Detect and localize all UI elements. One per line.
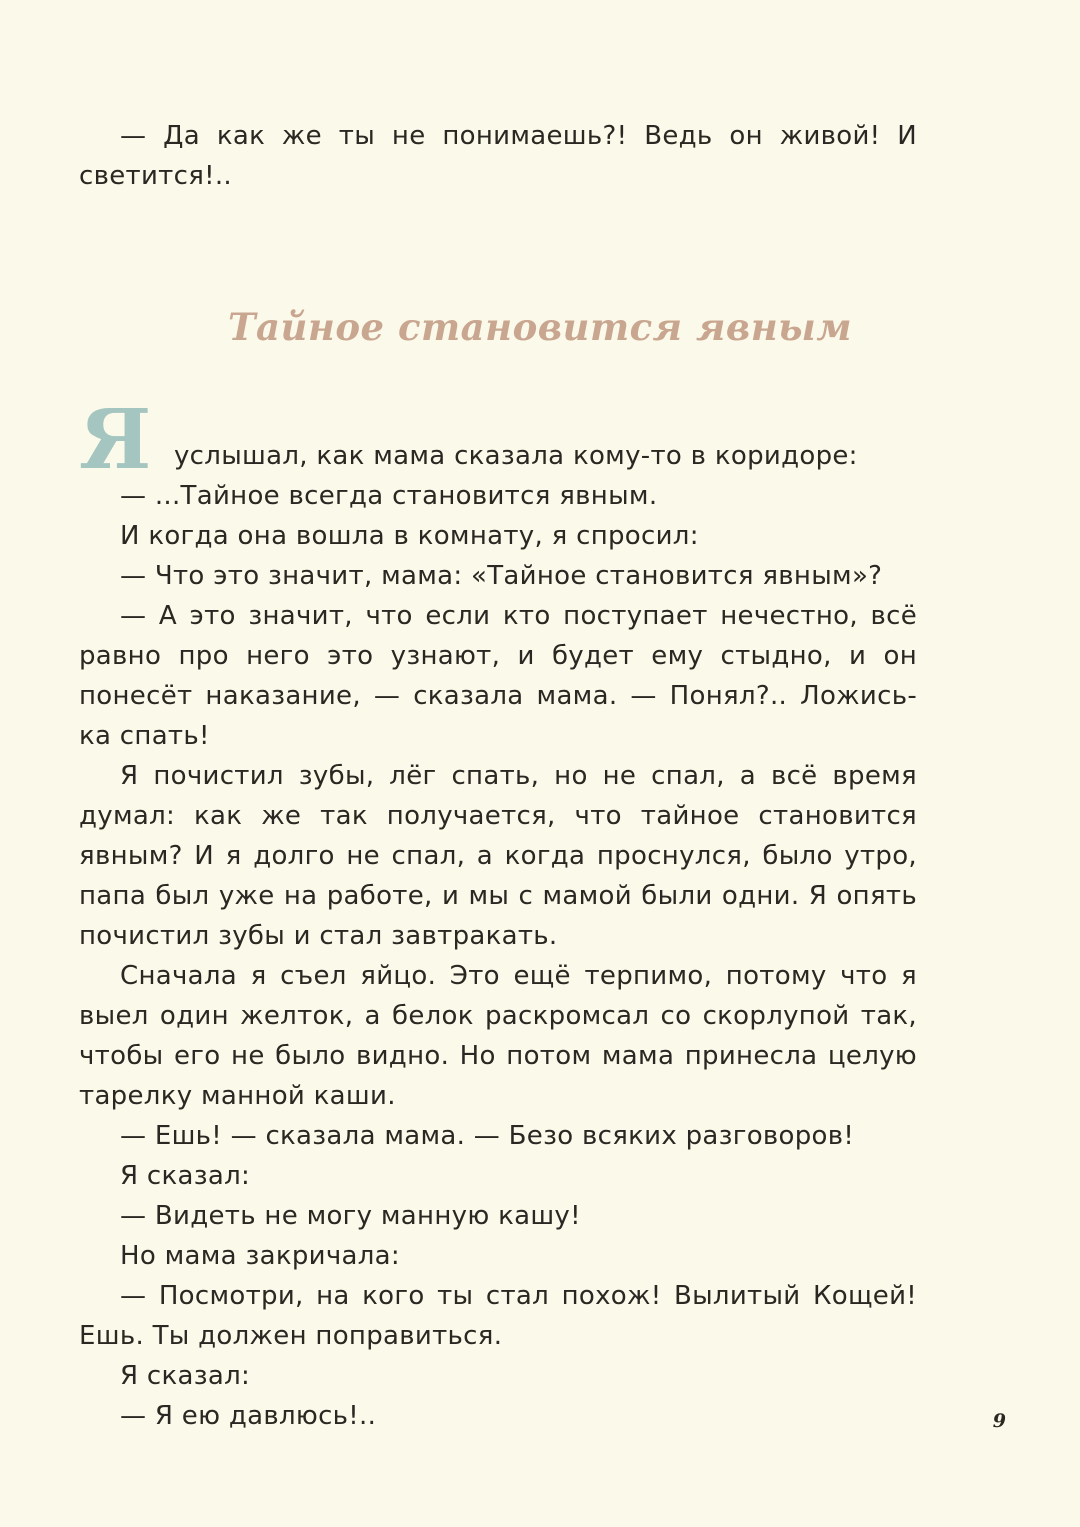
paragraph: — А это значит, что если кто поступает нечестно, всё равно про него это узнают, и будет ему стыдно, и он понесёт наказание, — сказала мама. — Понял?.. Ложись-ка спать! — [79, 601, 917, 751]
paragraph: — Что это значит, мама: «Тайное становится явным»? — [120, 561, 883, 591]
paragraph: Я сказал: — [120, 1161, 251, 1191]
page-number: 9 — [992, 1410, 1006, 1432]
paragraph: — Ешь! — сказала мама. — Безо всяких разговоров! — [120, 1121, 855, 1151]
paragraph: — Посмотри, на кого ты стал похож! Вылитый Кощей! Ешь. Ты должен поправиться. — [79, 1281, 917, 1351]
paragraph: — ...Тайное всегда становится явным. — [120, 481, 658, 511]
chapter-body — [79, 436, 917, 1436]
top-text-block — [79, 116, 917, 196]
paragraph: — Я ею давлюсь!.. — [120, 1401, 377, 1431]
chapter-first-line: услышал, как мама сказала кому-то в коридоре: — [174, 441, 858, 471]
paragraph: — Видеть не могу манную кашу! — [120, 1201, 581, 1231]
paragraph: И когда она вошла в комнату, я спросил: — [120, 521, 699, 551]
chapter-title: Тайное становится явным — [227, 305, 853, 349]
drop-cap-letter: Я — [79, 392, 152, 488]
paragraph: Я почистил зубы, лёг спать, но не спал, а всё время думал: как же так получается, что тайное становится явным? И я долго не спал, а когда проснулся, было утро, папа был уже на работе, и мы с мамой были одни. Я опять почистил зубы и стал завтракать. — [79, 761, 917, 951]
paragraph: Я сказал: — [120, 1361, 251, 1391]
paragraph: — Да как же ты не понимаешь?! Ведь он живой! И светится!.. — [79, 121, 917, 191]
paragraph: Сначала я съел яйцо. Это ещё терпимо, потому что я выел один желток, а белок раскромсал со скорлупой так, чтобы его не было видно. Но потом мама принесла целую тарелку манной каши. — [79, 961, 917, 1111]
paragraph: Но мама закричала: — [120, 1241, 400, 1271]
